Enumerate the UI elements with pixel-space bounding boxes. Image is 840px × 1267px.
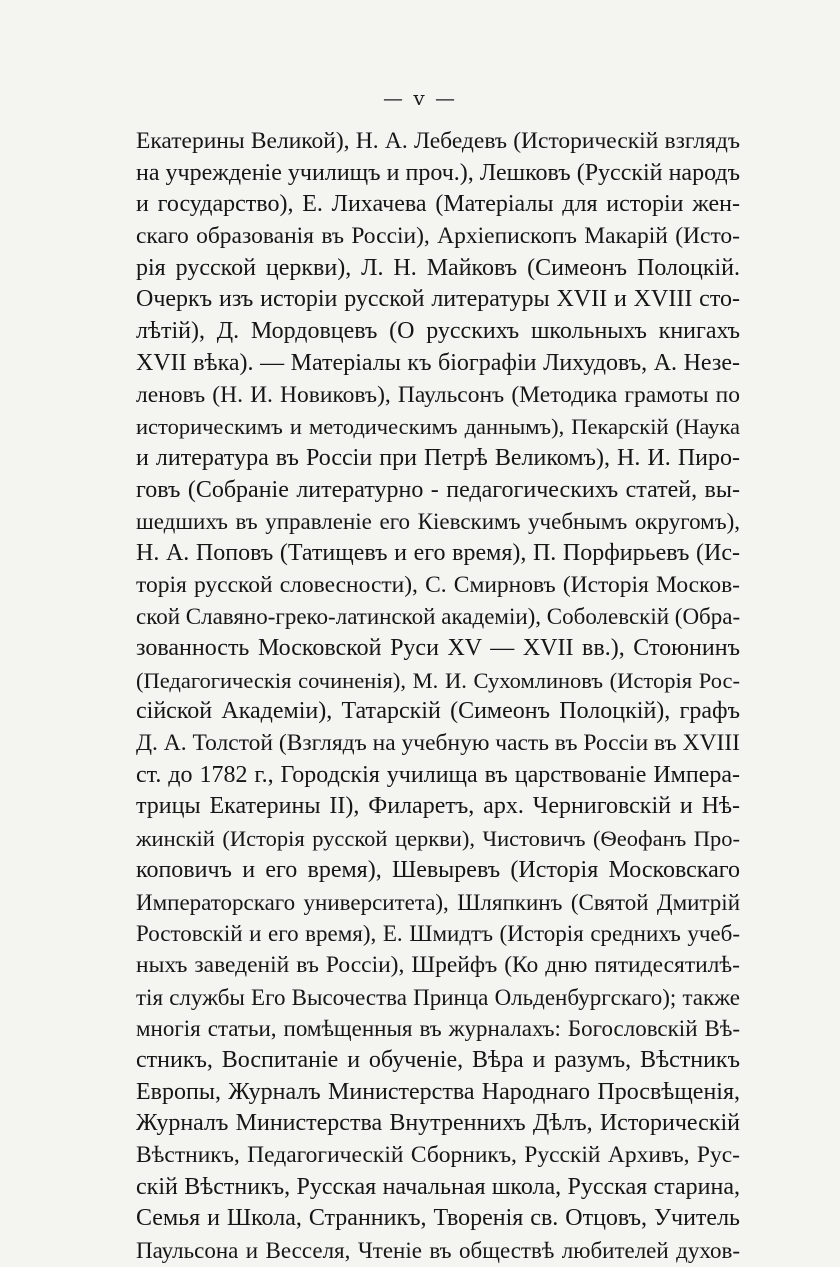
text-line: и государство), Е. Лихачева (Матеріалы для исторіи жен- xyxy=(136,191,740,218)
text-line: жинскій (Исторія русской церкви), Чистовичъ (Ѳеофанъ Про- xyxy=(136,826,740,852)
text-line: сійской Академіи), Татарскій (Симеонъ Полоцкій), графъ xyxy=(136,698,740,725)
text-line: коповичъ и его время), Шевыревъ (Исторія Московскаго xyxy=(136,856,740,883)
text-line: ныхъ заведеній въ Россіи), Шрейфъ (Ко дню пятидесятилѣ- xyxy=(136,951,740,978)
text-line: ст. до 1782 г., Городскія училища въ царствованіе Импера- xyxy=(136,761,740,788)
text-line: шедшихъ въ управленіе его Кіевскимъ учебнымъ округомъ), xyxy=(136,509,740,535)
text-line: Н. А. Поповъ (Татищевъ и его время), П. Порфирьевъ (Ис- xyxy=(136,539,740,566)
text-line: (Педагогическія сочиненія), М. И. Сухомлиновъ (Исторія Рос- xyxy=(136,667,740,693)
text-line: Императорскаго университета), Шляпкинъ (Святой Дмитрій xyxy=(136,889,740,915)
text-line: историческимъ и методическимъ даннымъ), Пекарскій (Наука xyxy=(136,414,740,440)
text-line: ской Славяно-греко-латинской академіи), Соболевскій (Обра- xyxy=(136,604,741,630)
text-line: Европы, Журналъ Министерства Народнаго Просвѣщенія, xyxy=(136,1078,740,1105)
text-line: Д. А. Толстой (Взглядъ на учебную часть въ Россіи въ XVIII xyxy=(136,730,740,757)
body-text xyxy=(136,126,740,1267)
text-line: многія статьи, помѣщенныя въ журналахъ: Богословскій Вѣ- xyxy=(136,1016,740,1042)
text-line: и литература въ Россіи при Петрѣ Великомъ), Н. И. Пиро- xyxy=(136,444,740,471)
text-line: говъ (Собраніе литературно - педагогическихъ статей, вы- xyxy=(136,476,740,503)
text-line: скій Вѣстникъ, Русская начальная школа, Русская старина, xyxy=(136,1173,740,1200)
text-line: леновъ (Н. И. Новиковъ), Паульсонъ (Методика грамоты по xyxy=(136,381,740,408)
text-line: Ростовскій и его время), Е. Шмидтъ (Исторія среднихъ учеб- xyxy=(136,921,740,947)
text-line: трицы Екатерины II), Филаретъ, арх. Черниговскій и Нѣ- xyxy=(136,793,740,820)
text-line: Вѣстникъ, Педагогическій Сборникъ, Русскій Архивъ, Рус- xyxy=(136,1142,740,1168)
text-line: Екатерины Великой), Н. А. Лебедевъ (Историческій взглядъ xyxy=(136,128,740,154)
text-line: рія русской церкви), Л. Н. Майковъ (Симеонъ Полоцкій. xyxy=(136,254,740,281)
text-line: лѣтій), Д. Мордовцевъ (О русскихъ школьныхъ книгахъ xyxy=(136,318,740,345)
text-line: на учрежденіе училищъ и проч.), Лешковъ (Русскій народъ xyxy=(136,159,740,186)
text-line: скаго образованія въ Россіи), Архіепископъ Макарій (Исто- xyxy=(136,223,740,250)
page-number: — v — xyxy=(382,86,457,110)
text-line: Журналъ Министерства Внутреннихъ Дѣлъ, Историческій xyxy=(136,1110,740,1137)
text-line: стникъ, Воспитаніе и обученіе, Вѣра и разумъ, Вѣстникъ xyxy=(136,1046,740,1073)
text-line: зованность Московской Руси XV — XVII вв.), Стоюнинъ xyxy=(136,635,740,661)
text-line: Очеркъ изъ исторіи русской литературы XVII и XVIII сто- xyxy=(136,286,740,313)
text-line: торія русской словесности), С. Смирновъ (Исторія Москов- xyxy=(136,571,740,598)
text-line: XVII вѣка). — Матеріалы къ біографіи Лихудовъ, А. Незе- xyxy=(136,349,740,376)
text-line: Семья и Школа, Странникъ, Творенія св. Отцовъ, Учитель xyxy=(136,1205,740,1232)
text-line: тія службы Его Высочества Принца Ольденбургскаго); также xyxy=(136,984,740,1010)
text-line: Паульсона и Весселя, Чтеніе въ обществѣ любителей духов- xyxy=(136,1238,740,1264)
